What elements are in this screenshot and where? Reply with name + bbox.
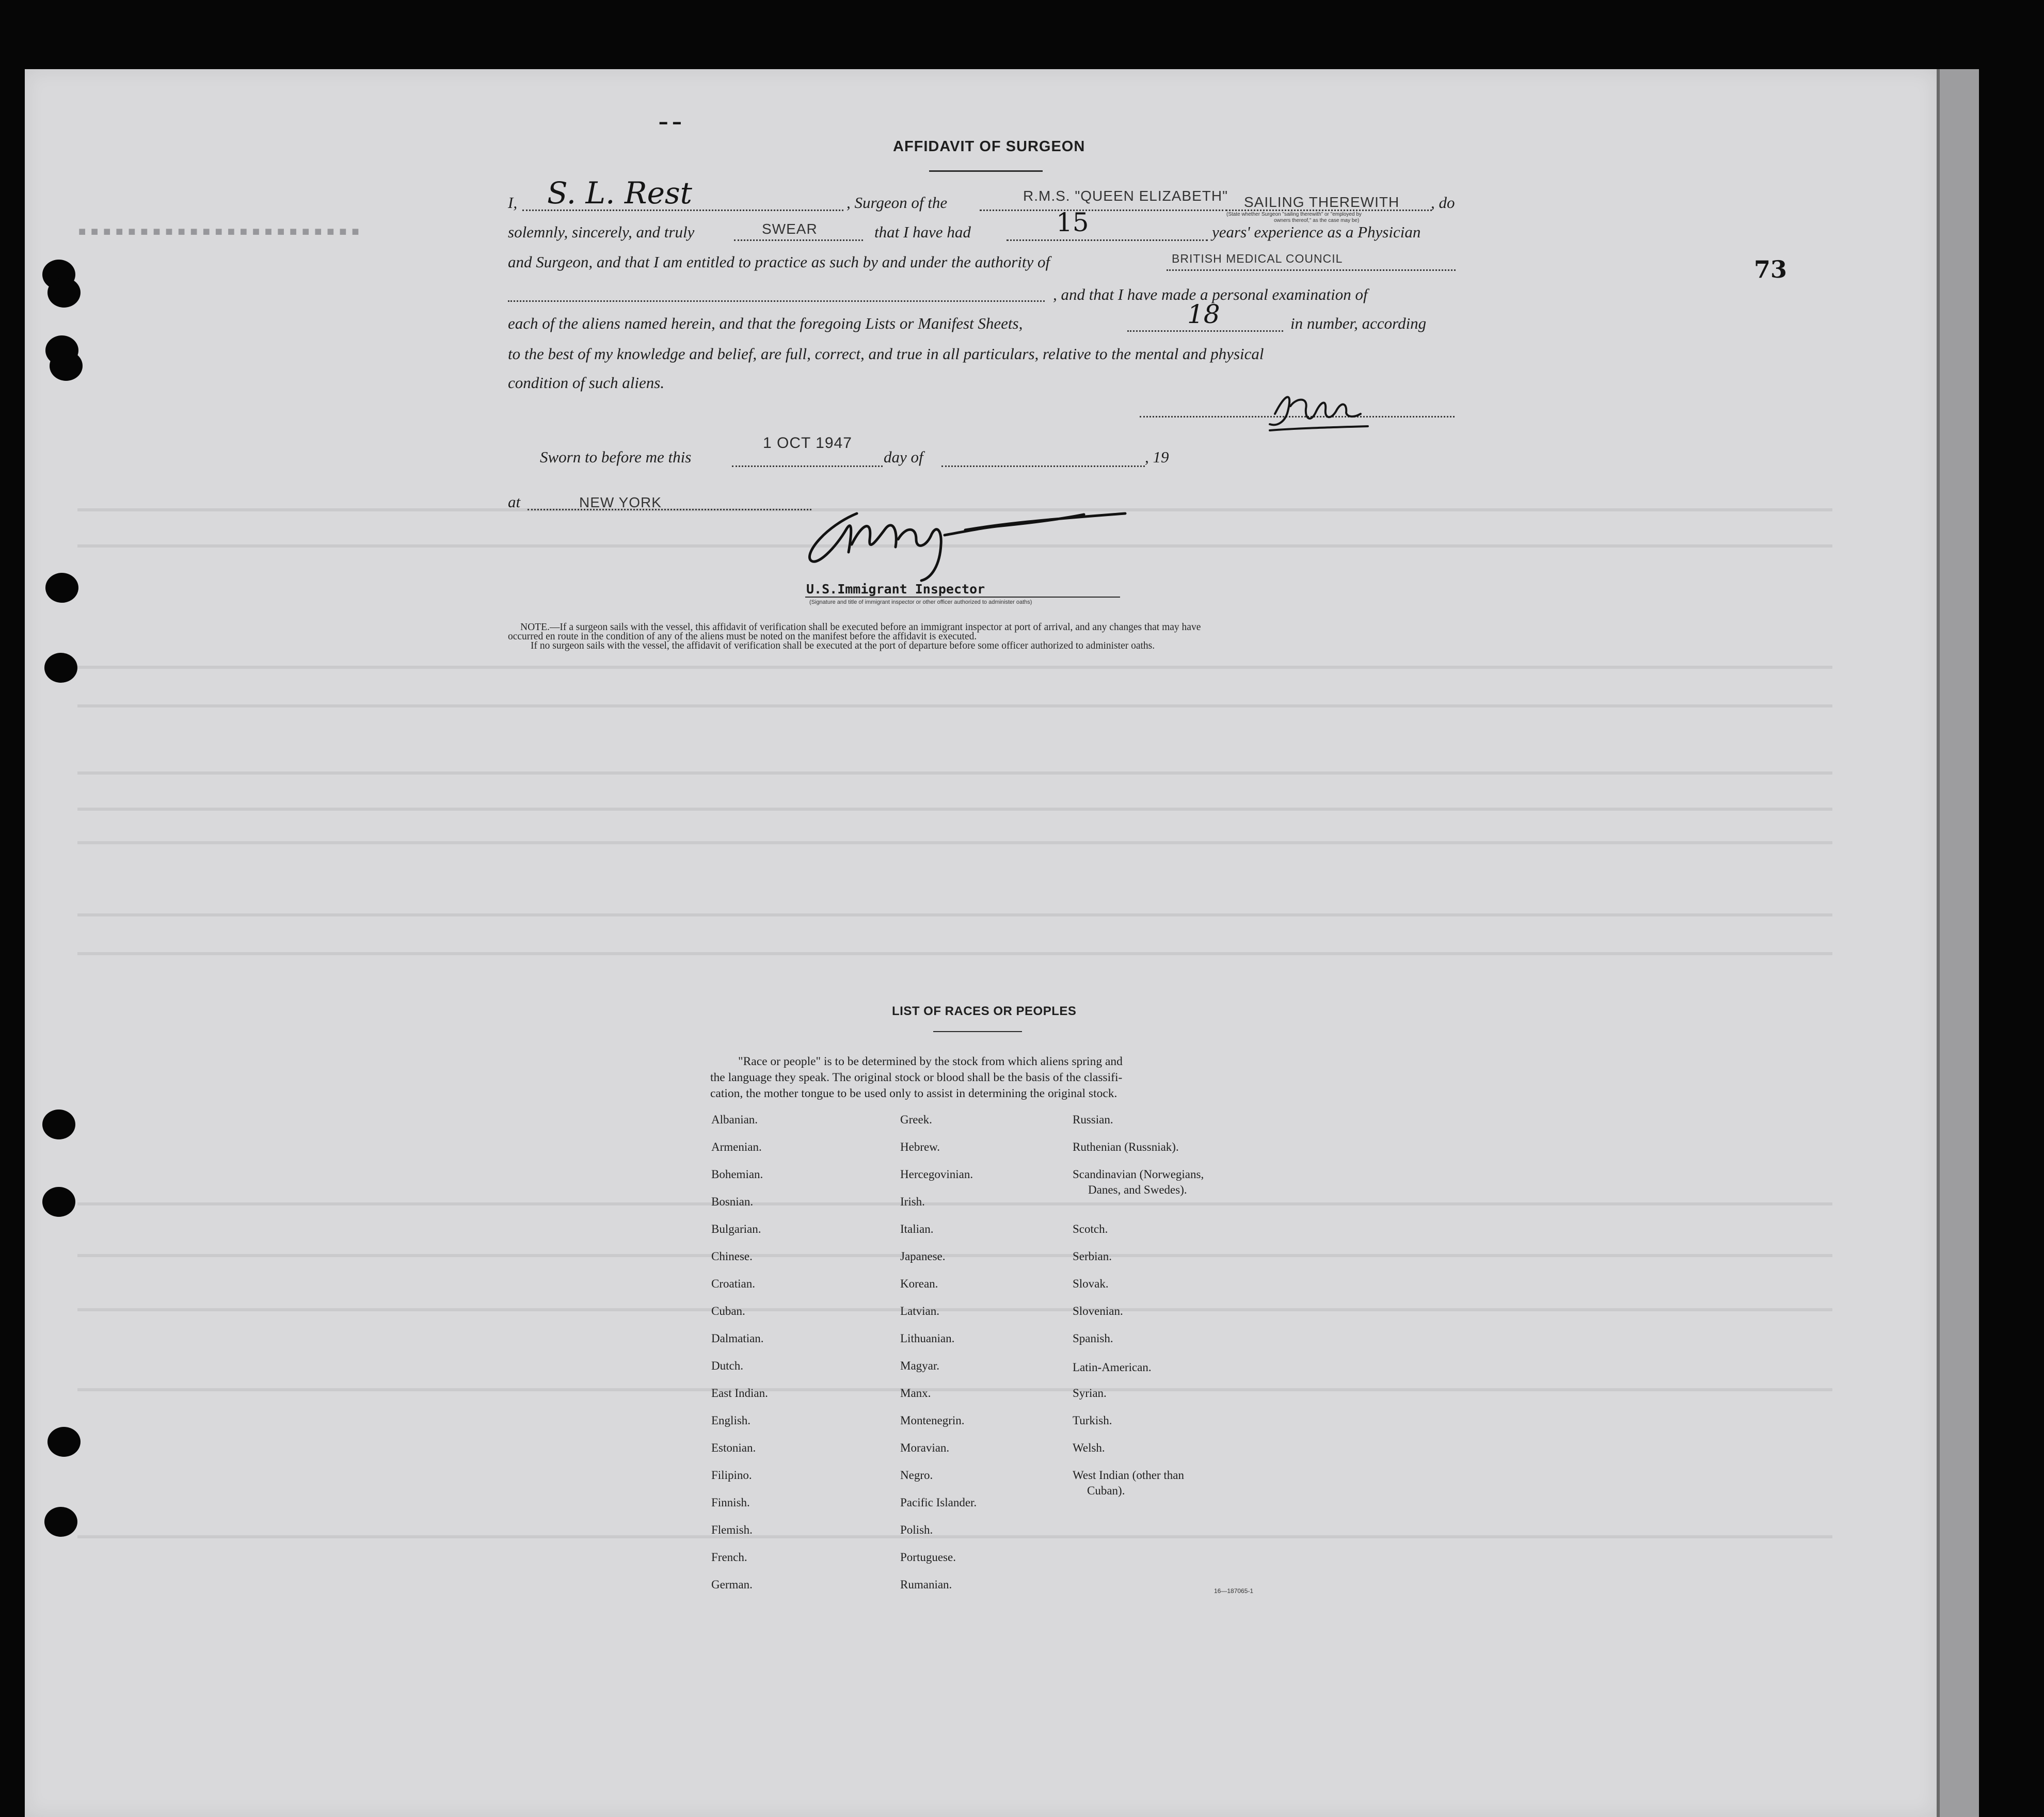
inspector-caption: (Signature and title of immigrant inspector or other officer authorized to administer oaths) [809, 599, 1032, 605]
race-item: Finnish. [711, 1496, 750, 1509]
sworn-date-stamp: 1 OCT 1947 [763, 435, 852, 452]
line4: , and that I have made a personal examination of [1053, 285, 1368, 303]
sailing-note-1: (State whether Surgeon "sailing therewith" or "employed by [1226, 212, 1362, 217]
authority-field-continued [508, 283, 1045, 302]
race-item: Russian. [1073, 1113, 1113, 1126]
race-item: Albanian. [711, 1113, 758, 1126]
race-item: Armenian. [711, 1140, 762, 1153]
races-title-underline [933, 1031, 1022, 1032]
race-item: Scandinavian (Norwegians, [1073, 1168, 1204, 1181]
authority-value: BRITISH MEDICAL COUNCIL [1172, 252, 1343, 265]
note-line-3: If no surgeon sails with the vessel, the affidavit of verification shall be executed at the port of departure before some officer authorized to administer oaths. [531, 640, 1155, 651]
year-label: , 19 [1145, 448, 1169, 466]
line2-c: years' experience as a Physician [1212, 223, 1421, 241]
inspector-signature [795, 503, 1146, 591]
race-item: Rumanian. [900, 1578, 952, 1591]
place-field [528, 491, 811, 510]
race-item: Bulgarian. [711, 1223, 761, 1235]
races-title: LIST OF RACES OR PEOPLES [892, 1004, 1077, 1018]
race-item: Danes, and Swedes). [1088, 1183, 1187, 1196]
header-marks: -- [658, 103, 685, 139]
do-label: , do [1431, 194, 1455, 212]
punch-hole [42, 1110, 75, 1139]
race-item: Dalmatian. [711, 1332, 764, 1345]
line2-b: that I have had [874, 223, 971, 241]
race-item: Pacific Islander. [900, 1496, 977, 1509]
place-value: NEW YORK [579, 494, 662, 510]
races-intro-3: cation, the mother tongue to be used only to assist in determining the original stock. [710, 1087, 1117, 1100]
punch-hole [44, 653, 77, 683]
punch-hole [45, 573, 78, 603]
years-value: 15 [1056, 207, 1089, 237]
race-item: Cuban. [711, 1305, 745, 1317]
punch-hole [44, 1507, 77, 1537]
race-item: Moravian. [900, 1441, 950, 1454]
race-item: Slovak. [1073, 1277, 1109, 1290]
race-item: Filipino. [711, 1469, 752, 1482]
at-label: at [508, 493, 521, 511]
race-item: Negro. [900, 1469, 933, 1482]
race-item: Slovenian. [1073, 1305, 1123, 1317]
sailing-note-2: owners thereof," as the case may be) [1274, 218, 1360, 223]
race-item: German. [711, 1578, 753, 1591]
surgeon-signature [1259, 383, 1383, 437]
race-item: Chinese. [711, 1250, 753, 1263]
race-item: East Indian. [711, 1387, 768, 1400]
race-item: English. [711, 1414, 751, 1427]
sailing-status: SAILING THEREWITH [1244, 194, 1400, 210]
punch-hole [47, 278, 81, 308]
surgeon-name: S. L. Rest [547, 175, 692, 211]
surgeon-prefix: I, [508, 194, 518, 212]
race-item: Portuguese. [900, 1551, 956, 1564]
race-item: Japanese. [900, 1250, 946, 1263]
race-item: Spanish. [1073, 1332, 1113, 1345]
race-item: Serbian. [1073, 1250, 1112, 1263]
race-item: Dutch. [711, 1359, 743, 1372]
races-intro-2: the language they speak. The original stock or blood shall be the basis of the classifi- [710, 1071, 1123, 1084]
race-item: Hebrew. [900, 1140, 940, 1153]
oath-word: SWEAR [762, 221, 818, 237]
race-item: Syrian. [1073, 1387, 1107, 1400]
race-item: Ruthenian (Russniak). [1073, 1140, 1179, 1153]
line5-a: each of the aliens named herein, and that the foregoing Lists or Manifest Sheets, [508, 314, 1023, 332]
binding-strip [1937, 69, 1979, 1817]
note-line-2: occurred en route in the condition of any of the aliens must be noted on the manifest before the affidavit is executed. [508, 631, 977, 642]
race-item: French. [711, 1551, 747, 1564]
race-item: Scotch. [1073, 1223, 1108, 1235]
race-item: Korean. [900, 1277, 938, 1290]
ship-name: R.M.S. "QUEEN ELIZABETH" [1023, 188, 1228, 204]
races-intro-1: "Race or people" is to be determined by the stock from which aliens spring and [738, 1055, 1123, 1068]
race-item: Lithuanian. [900, 1332, 955, 1345]
race-item: Cuban). [1087, 1484, 1125, 1497]
race-item: Latin-American. [1073, 1361, 1152, 1374]
race-item: Hercegovinian. [900, 1168, 973, 1181]
surgeon-of-label: , Surgeon of the [847, 194, 948, 212]
race-item: Turkish. [1073, 1414, 1112, 1427]
race-item: Latvian. [900, 1305, 939, 1317]
punch-hole [42, 1187, 75, 1217]
line3-a: and Surgeon, and that I am entitled to practice as such by and under the authority of [508, 253, 1050, 271]
sheets-value: 18 [1187, 299, 1220, 329]
race-item: Italian. [900, 1223, 934, 1235]
line6: to the best of my knowledge and belief, are full, correct, and true in all particulars, relative to the mental and physical [508, 345, 1264, 363]
race-item: Polish. [900, 1523, 933, 1536]
race-item: Croatian. [711, 1277, 755, 1290]
line5-b: in number, according [1290, 314, 1427, 332]
inspector-underline [805, 597, 1120, 598]
race-item: Welsh. [1073, 1441, 1105, 1454]
inspector-title: U.S.Immigrant Inspector [806, 582, 985, 597]
race-item: Flemish. [711, 1523, 753, 1536]
line2-a: solemnly, sincerely, and truly [508, 223, 695, 241]
title-underline [929, 170, 1043, 172]
race-item: Magyar. [900, 1359, 940, 1372]
punch-hole [47, 1427, 81, 1457]
form-number: 16—187065-1 [1214, 1587, 1254, 1595]
race-item: Estonian. [711, 1441, 756, 1454]
line7: condition of such aliens. [508, 374, 665, 392]
note-line-1: NOTE.—If a surgeon sails with the vessel, this affidavit of verification shall be executed before an immigrant inspector at port of arrival, and any changes that may have [520, 622, 1201, 633]
race-item: West Indian (other than [1073, 1469, 1184, 1482]
sworn-month-field [941, 448, 1145, 467]
race-item: Manx. [900, 1387, 931, 1400]
race-item: Montenegrin. [900, 1414, 965, 1427]
race-item: Irish. [900, 1195, 925, 1208]
years-field [1007, 222, 1208, 241]
affidavit-title: AFFIDAVIT OF SURGEON [893, 138, 1085, 155]
day-of-label: day of [884, 448, 923, 466]
race-item: Bosnian. [711, 1195, 754, 1208]
page-number: 73 [1754, 255, 1787, 283]
race-item: Greek. [900, 1113, 932, 1126]
punch-hole [50, 351, 83, 381]
sworn-label: Sworn to before me this [540, 448, 692, 466]
race-item: Bohemian. [711, 1168, 763, 1181]
